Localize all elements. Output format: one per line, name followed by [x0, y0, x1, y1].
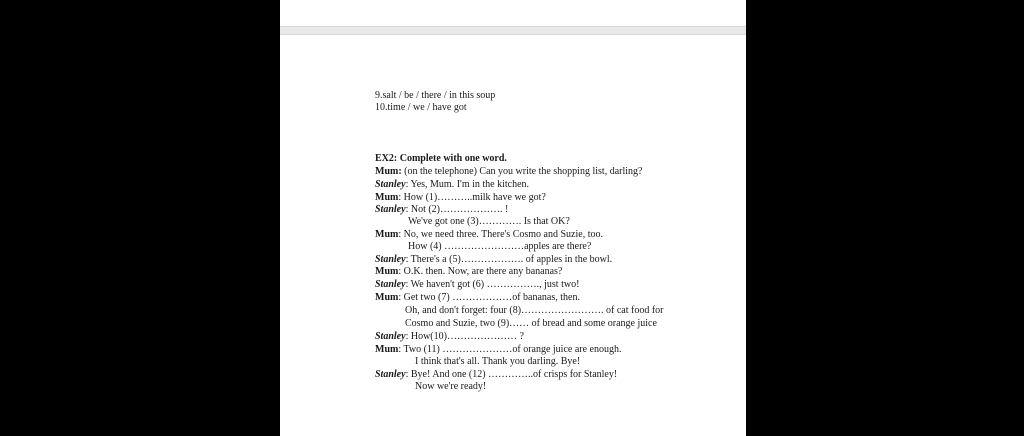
line-text: : No, we need three. There's Cosmo and Suzie, too.: [398, 229, 603, 240]
speaker-label: Stanley: [375, 179, 406, 190]
dialogue-line: [408, 216, 570, 228]
line-text: : Not (2)………………. !: [405, 204, 509, 215]
dialogue-line: [375, 229, 603, 241]
dialogue-line: [375, 344, 621, 356]
line-text: (on the telephone) Can you write the shopping list, darling?: [401, 166, 643, 177]
line-text: : Yes, Mum. I'm in the kitchen.: [405, 179, 530, 190]
line-text: : How (1)………..milk have we got?: [398, 192, 546, 203]
dialogue-line: [375, 179, 529, 191]
dialogue-line: [375, 192, 546, 204]
speaker-label: Stanley: [375, 279, 406, 290]
dialogue-line: [415, 381, 486, 393]
line-text: Cosmo and Suzie, two (9)…… of bread and some orange juice: [405, 318, 657, 329]
dialogue-line: [375, 369, 617, 381]
speaker-label: Mum: [375, 266, 399, 277]
speaker-label: Stanley: [375, 254, 406, 265]
line-text: : How(10)………………… ?: [405, 331, 524, 342]
line-text: : Get two (7) ………………of bananas, then.: [398, 292, 580, 303]
dialogue-line: [405, 305, 664, 317]
speaker-label: Mum: [375, 229, 399, 240]
line-text: : There's a (5)………………. of apples in the bowl.: [405, 254, 613, 265]
question-10: 10.time / we / have got: [375, 102, 467, 113]
speaker-label: Mum: [375, 344, 399, 355]
speaker-label: Mum: [375, 292, 399, 303]
speaker-label: Mum: [375, 192, 399, 203]
dialogue-line: [375, 292, 580, 304]
dialogue-line: [375, 279, 579, 291]
dialogue-line: [408, 241, 591, 253]
dialogue-line: [415, 356, 580, 368]
speaker-label: Stanley: [375, 204, 406, 215]
exercise-heading: EX2: Complete with one word.: [375, 153, 507, 164]
page-gap: [280, 27, 746, 34]
dialogue-line: [375, 254, 612, 266]
line-text: I think that's all. Thank you darling. Bye!: [415, 356, 581, 367]
line-text: : O.K. then. Now, are there any bananas?: [398, 266, 563, 277]
speaker-label: Stanley: [375, 331, 406, 342]
speaker-label: Stanley: [375, 369, 406, 380]
dialogue-line: [405, 318, 657, 330]
dialogue-line: [375, 166, 642, 178]
line-text: : Bye! And one (12) …………..of crisps for Stanley!: [405, 369, 618, 380]
dialogue-line: [375, 204, 508, 216]
speaker-label: Mum:: [375, 166, 402, 177]
dialogue-line: [375, 331, 524, 343]
line-text: : Two (11) …………………of orange juice are enough.: [398, 344, 622, 355]
dialogue-line: [375, 266, 562, 278]
line-text: : We haven't got (6) ……………., just two!: [405, 279, 580, 290]
line-text: Now we're ready!: [415, 381, 487, 392]
question-9: 9.salt / be / there / in this soup: [375, 90, 496, 101]
document-page: [280, 34, 746, 436]
line-text: We've got one (3)…………. Is that OK?: [408, 216, 570, 227]
line-text: Oh, and don't forget: four (8)……………………. of cat food for: [405, 305, 664, 316]
previous-page: [280, 0, 746, 27]
line-text: How (4) ……………………apples are there?: [408, 241, 592, 252]
